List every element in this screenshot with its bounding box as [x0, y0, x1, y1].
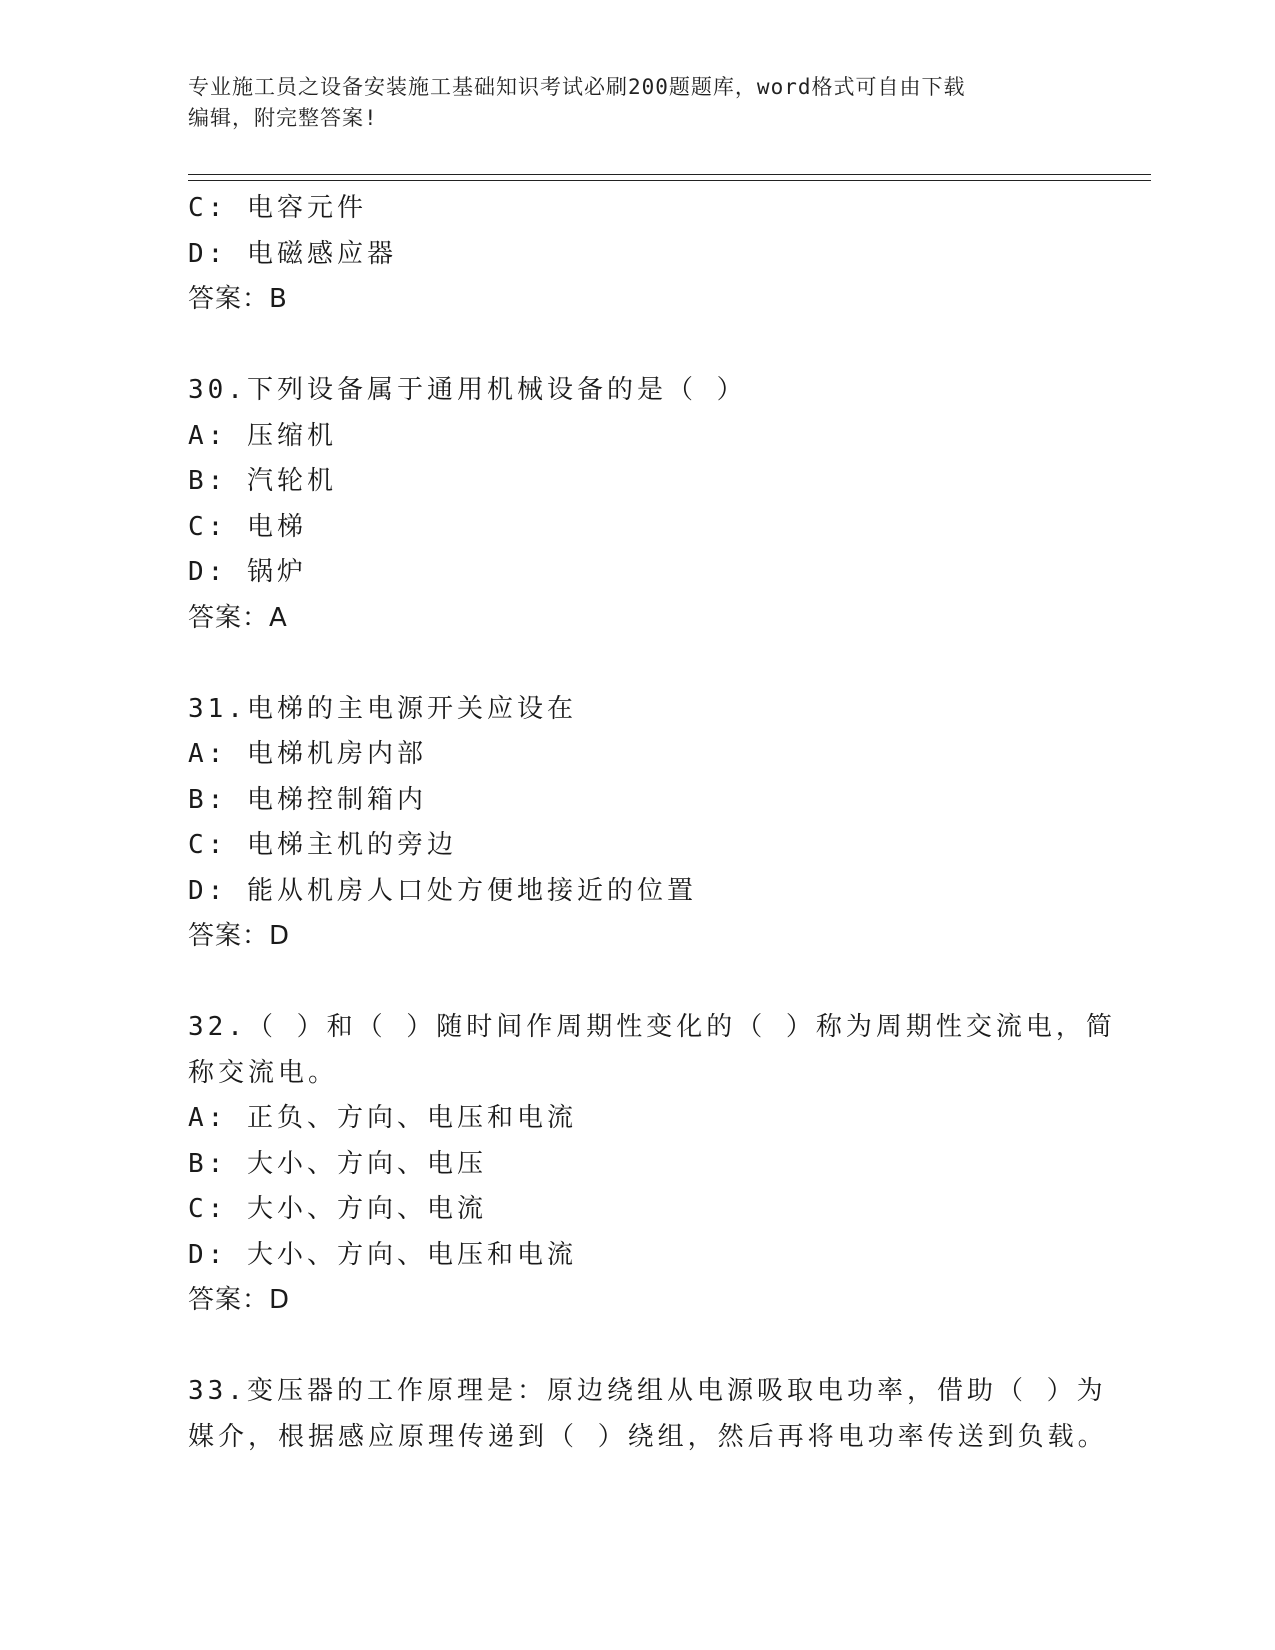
question-list [188, 186, 1116, 1460]
header-divider-bottom [188, 180, 1151, 181]
option-a: A: 压缩机 [188, 420, 337, 451]
option-a: A: 正负、方向、电压和电流 [188, 1103, 577, 1133]
option-d: D: 锅炉 [188, 557, 307, 587]
option-c: C: 电容元件 [188, 193, 367, 223]
question-text-line-2: 称交流电。 [188, 1057, 339, 1088]
question-30 [188, 368, 1088, 641]
document-header [188, 72, 1068, 134]
option-a: A: 电梯机房内部 [188, 739, 427, 769]
question-text-line-1: 32.（ ）和（ ）随时间作周期性变化的（ ）称为周期性交流电，简 [188, 1012, 1116, 1042]
answer: 答案：A [188, 602, 288, 633]
header-line-2: 编辑，附完整答案! [188, 106, 378, 130]
question-text-line-1: 33.变压器的工作原理是：原边绕组从电源吸取电功率，借助（ ）为 [188, 1376, 1107, 1406]
question-text: 31.电梯的主电源开关应设在 [188, 693, 577, 724]
option-d: D: 电磁感应器 [188, 238, 397, 269]
question-text-line-2: 媒介，根据感应原理传递到（ ）绕组，然后再将电功率传送到负载。 [188, 1421, 1108, 1452]
spacer [188, 1324, 1088, 1370]
option-c: C: 电梯 [188, 511, 307, 542]
question-32 [188, 1005, 1116, 1324]
question-31 [188, 687, 1088, 960]
header-line-1: 专业施工员之设备安装施工基础知识考试必刷200题题库，word格式可自由下载 [188, 75, 966, 99]
answer: 答案：D [188, 921, 291, 951]
question-text: 30.下列设备属于通用机械设备的是（ ） [188, 375, 747, 405]
option-c: C: 电梯主机的旁边 [188, 830, 457, 860]
answer: 答案：D [188, 1285, 291, 1315]
option-b: B: 大小、方向、电压 [188, 1148, 487, 1179]
question-33 [188, 1369, 1108, 1460]
option-c: C: 大小、方向、电流 [188, 1194, 487, 1224]
answer: 答案：B [188, 284, 288, 314]
option-b: B: 汽轮机 [188, 466, 337, 496]
header-divider-top [188, 174, 1151, 175]
spacer [188, 641, 1088, 687]
question-29-remainder [188, 186, 1088, 323]
spacer [188, 960, 1088, 1006]
spacer [188, 323, 1088, 369]
option-b: B: 电梯控制箱内 [188, 784, 427, 815]
option-d: D: 能从机房人口处方便地接近的位置 [188, 875, 697, 906]
option-d: D: 大小、方向、电压和电流 [188, 1239, 577, 1270]
